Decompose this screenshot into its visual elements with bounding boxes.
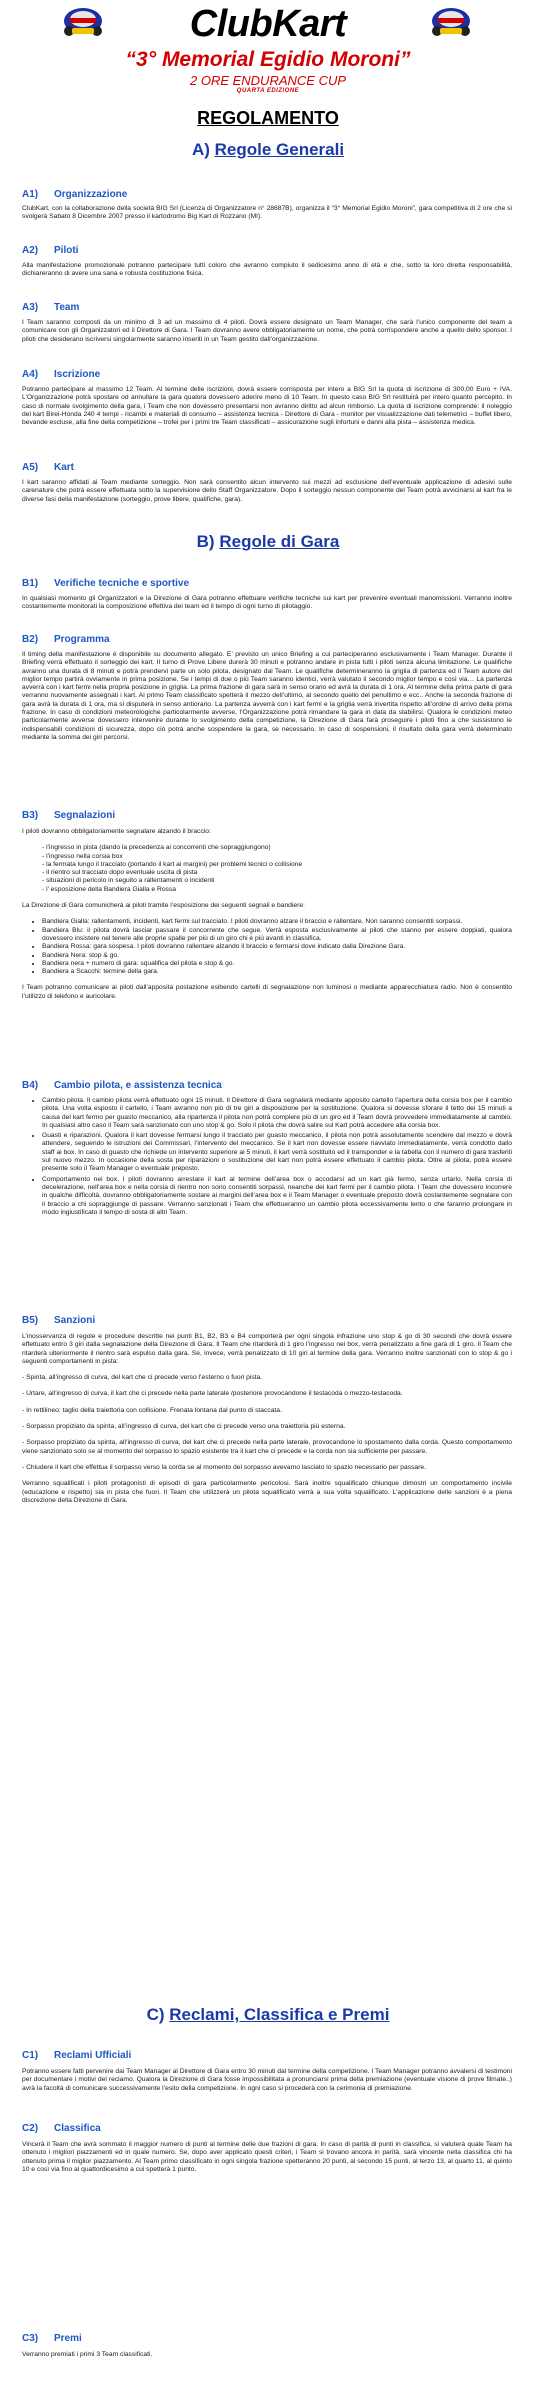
section-title: Cambio pilota, e assistenza tecnica	[54, 1080, 222, 1091]
part-c-heading	[0, 2005, 536, 2025]
section-b1-text: In qualsiasi momento gli Organizzatori e la Direzione di Gara potranno effettuare verifiche tecniche sui kart per prevenire eventuali manomissioni. Verranno inoltre costantemente monitorati la composizione effettiva dei team ed il tempo di ogni turno di pilotaggio.	[22, 595, 512, 611]
part-b-name: Regole di Gara	[219, 532, 340, 551]
part-a-name: Regole Generali	[214, 140, 345, 159]
section-title: Iscrizione	[54, 369, 101, 380]
signals-item: - situazioni di pericolo in seguito a rallentamenti o incidenti	[42, 877, 215, 885]
section-c3-text: Verranno premiati i primi 3 Team classificati.	[22, 2351, 153, 2358]
section-a4-heading	[22, 369, 100, 380]
section-a2-heading	[22, 245, 78, 256]
flag-item-blue: • Bandiera Blu: il pilota dovrà lasciar passare il concorrente che segue. Verrà esposta esclusivamente ai piloti che stanno per essere doppiati, qualora dovessero insistere nel tenere alle proprie spalle per più di un giro chi è più avanti in classifica.	[42, 927, 512, 944]
part-c-letter: C)	[146, 2005, 165, 2024]
sanction-item: - Chiudere il kart che effettua il sorpasso verso la corda se al momento del sorpasso avevamo lasciato lo spazio necessario per passare.	[22, 1463, 426, 1471]
section-code: A3)	[22, 302, 39, 313]
flag-item-checkered: • Bandiera a Scacchi: termine della gara.	[42, 968, 512, 976]
section-b2-text: Il timing della manifestazione è disponibile su documento allegato. E’ previsto un unico Briefing a cui parteciperanno esclusivamente i Team Manager. Durante il Briefing verrà effettuato il sorteggio dei kart. Il turno di Prove Libere durerà 30 minuti e potranno andare in pista tutti i piloti senza alcuna limitazione. Le qualifiche avranno una durata di 8 minuti e potrà prendervi parte un solo pilota, designato dal Team. Le qualifiche determineranno la griglia di partenza ed il Team autore del miglior tempo partirà ovviamente in prima posizione. Se i tempi di due o più Team saranno identici, verrà valutato il secondo miglior tempo e così via… La partenza avverrà con i kart fermi nella propria posizione in griglia. La prima frazione di gara sarà in senso orario ed avrà la durata di 1 ora. Al termine della prima parte di gara verranno nuovamente assegnati i kart. Al primo Team classificato spetterà il mezzo dell’ultimo, al secondo quello del penultimo e ecc.. Anche la seconda frazione di gara avrà la durata di 1 ora, ma si disputerà in senso antiorario. La partenza avverrà con i kart fermi e la griglia verrà invertita rispetto all’ordine di arrivo della prima frazione. In caso di condizioni meteorologiche particolarmente avverse, l’Organizzazione potrà rimandare la gara in data da stabilirsi. Qualora le condizioni meteo particolarmente avverse dovessero intervenire durante lo svolgimento della competizione, la Direzione di Gara farà proseguire i piloti fino a che sussistono le indispensabili condizioni di sicurezza, dopo ciò potrà anche sospendere la gara, se necessario. In caso di sospensioni, il risultato della gara verrà determinato mediante la somma dei giri percorsi.	[22, 651, 512, 741]
section-b4-heading	[22, 1080, 222, 1091]
flags-list	[22, 918, 512, 976]
signals-item: - l’ingresso in pista (dando la precedenza ai concorrenti che sopraggiungono)	[42, 844, 271, 852]
section-title: Premi	[54, 2333, 82, 2344]
pitstop-item-repairs: • Guasti e riparazioni. Qualora il kart dovesse fermarsi lungo il tracciato per guasto meccanico, il pilota non potrà assolutamente scendere dal mezzo e dovrà attendere, seguendo le istruzioni dei Commissari, l’intervento del meccanico. Se il kart non dovesse essere riavviato immediatamente, verrà condotto dallo staff ai box. In caso di guasto che richiede un intervento superiore ai 5 minuti, il kart verrà sostituito ed il transponder e la tabella con il numero di gara trasferiti sul nuovo mezzo. In occasione della sosta per riparazioni o sostituzione del kart non potrà essere effettuato il cambio pilota. Oltre al pilota, potrà essere presente solo il Team Manager o eventuale preposto.	[42, 1132, 512, 1173]
section-a5-heading	[22, 462, 74, 473]
kart-helmet-logo-icon	[60, 4, 106, 38]
section-title: Classifica	[54, 2123, 101, 2134]
section-b3-heading	[22, 810, 115, 821]
section-b3-body	[22, 828, 512, 1009]
section-code: C2)	[22, 2123, 39, 2134]
section-b5-heading	[22, 1315, 95, 1326]
part-b-heading	[0, 532, 536, 552]
signals-intro: I piloti dovranno obbligatoriamente segnalare alzando il braccio:	[22, 828, 211, 835]
section-title: Team	[54, 302, 80, 313]
sanction-item: - Spinta, all’ingresso di curva, del kart che ci precede verso l’esterno o fuori pista.	[22, 1374, 263, 1382]
section-code: A5)	[22, 462, 39, 473]
flag-item-black: • Bandiera Nera: stop & go.	[42, 952, 512, 960]
section-c3-heading	[22, 2333, 82, 2344]
section-code: B4)	[22, 1080, 39, 1091]
sanction-item: - In rettilineo: taglio della traiettoria con collisione. Frenata lontana dal punto di staccata.	[22, 1406, 282, 1414]
event-title: “3° Memorial Egidio Moroni”	[125, 48, 411, 71]
section-b5-body	[22, 1333, 512, 1513]
section-title: Reclami Ufficiali	[54, 2050, 132, 2061]
section-c1-text: Potranno essere fatti pervenire dai Team Manager al Direttore di Gara entro 30 minuti dal termine della competizione. I Team Manager potranno avvalersi di testimoni per documentare i motivi del reclamo. Qualora la Direzione di Gara fosse impossibilitata a pronunciarsi prima della premiazione (eventuale visione di prove filmate..) avrà la facoltà di comunicare successivamente l’esito della competizione. In ogni caso si procederà con la cerimonia di premiazione.	[22, 2068, 512, 2092]
header	[0, 0, 536, 108]
section-title: Organizzazione	[54, 189, 128, 200]
section-code: A4)	[22, 369, 39, 380]
pitstop-item-driver-change: • Cambio pilota. Il cambio pilota verrà effettuato ogni 15 minuti. Il Direttore di Gara segnalerà mediante apposito cartello l’apertura della corsia box per il cambio pilota. Una volta esposto il cartello, i Team avranno non più di tre giri a disposizione per la sostituzione. Qualora si dovesse sforare il tetto dei 15 minuti a causa del kart fermo per guasto meccanico, alla ripartenza il pilota non potrà compiere più di un giro ed il Team dovrà provvedere immediatamente al cambio. In qualsiasi altro caso il Team sarà sanzionato con uno stop & go. Solo il pilota che dovrà salire sul Kart potrà accedere alla corsia box.	[42, 1097, 512, 1130]
section-title: Sanzioni	[54, 1315, 96, 1326]
event-subtitle: 2 ORE ENDURANCE CUP	[189, 73, 347, 88]
section-code: B2)	[22, 634, 39, 645]
sanctions-closing: Verranno squalificati i piloti protagonisti di episodi di gara particolarmente pericolosi. Sarà inoltre squalificato chiunque dimostri un comportamento incivile (educazione e rispetto) sia in pista che fuori. Il Team che utilizzerà un pilota squalificato verrà a sua volta squalificato. L’applicazione delle sanzioni è a piena discrezione della Direzione di Gara.	[22, 1480, 512, 1504]
signals-list	[22, 844, 512, 894]
section-c1-heading	[22, 2050, 131, 2061]
section-title: Programma	[54, 634, 110, 645]
section-b1-heading	[22, 578, 189, 589]
kart-helmet-logo-icon	[428, 4, 474, 38]
section-b4-body	[22, 1097, 512, 1217]
document-title: REGOLAMENTO	[197, 108, 339, 128]
flags-intro: La Direzione di Gara comunicherà ai piloti tramite l’esposizione dei seguenti segnali e bandiere:	[22, 902, 305, 910]
section-a1-text: ClubKart, con la collaborazione della società BIG Srl (Licenza di Organizzatore n° 28687B), organizza il “3° Memorial Egidio Moroni”, gara competitiva di 2 ore che si svolgerà Sabato 8 Dicembre 2007 presso il kartodromo Big Kart di Rozzano (MI).	[22, 205, 512, 221]
section-code: A1)	[22, 189, 39, 200]
section-a3-heading	[22, 302, 79, 313]
part-c-name: Reclami, Classifica e Premi	[169, 2005, 390, 2024]
section-a4-text: Potranno partecipare al massimo 12 Team. Al termine delle iscrizioni, dovrà essere corrisposta per intero a BIG Srl la quota di iscrizione di 300,00 Euro + IVA. L’Organizzazione potrà spostare od annullare la gara qualora dovessero aderire meno di 10 Team. In questo caso BIG Srl restituirà per intero quanto percepito. In caso di normale svolgimento della gara, i Team che non dovessero presentarsi non avranno diritto ad alcun rimborso. La quota di iscrizione comprende: il noleggio del kart Birel-Honda 240 4 tempi - ricambi e materiali di consumo – assistenza tecnica - Direttore di Gara - monitor per visualizzazione dati telemetrici – buffet libero, bevande escluse, alla fine della competizione – trofei per i primi tre Team classificati – assicurazione sugli infortuni e danni alla pista – assistenza medica.	[22, 386, 512, 427]
signals-item: - l’ingresso nella corsia box	[42, 852, 123, 860]
flag-item-yellow: • Bandiera Gialla: rallentamenti, incidenti, kart fermi sul tracciato. I piloti dovranno alzare il braccio e rallentare. Non saranno consentiti sorpassi.	[42, 918, 512, 926]
part-b-letter: B)	[196, 532, 215, 551]
signals-item: - la fermata lungo il tracciato (portando il kart ai margini) per problemi tecnici o collisione	[42, 860, 303, 868]
pitstop-list	[22, 1097, 512, 1217]
section-code: B5)	[22, 1315, 39, 1326]
section-title: Piloti	[54, 245, 79, 256]
section-code: A2)	[22, 245, 39, 256]
section-c2-heading	[22, 2123, 101, 2134]
section-a2-text: Alla manifestazione promozionale potranno partecipare tutti coloro che avranno compiuto il sedicesimo anno di età e che, sotto la loro diretta responsabilità, dichiareranno di avere una sana e robusta costituzione fisica.	[22, 262, 512, 278]
section-c2-text: Vincerà il Team che avrà sommato il maggior numero di punti al termine delle due frazioni di gara. In caso di parità di punti in classifica, si valuterà quale Team ha ottenuto i migliori piazzamenti ed in quale numero. Se, dopo aver applicato questi criteri, i Team si trovano ancora in parità, sarà vincente nella classifica chi ha ottenuto prima il miglior piazzamento. Al Team primo classificato in ogni singola frazione spetteranno 20 punti, al secondo 15 punti, al terzo 13, al quarto 11, al quinto 10 e così via fino al quattordicesimo a cui spetterà 1 punto.	[22, 2141, 512, 2173]
section-code: B1)	[22, 578, 39, 589]
sanction-item: - Sorpasso propiziato da spinta, all’ingresso di curva, del kart che ci precede nella parte laterale, provocandone lo spostamento dalla corda. Questo comportamento viene sanzionato solo se al momento del sorpasso lo spazio esistente tra il kart che ci precede e la corda non sia sufficiente per passare.	[22, 1439, 512, 1455]
edition-label: QUARTA EDIZIONE	[236, 88, 300, 94]
section-title: Segnalazioni	[54, 810, 116, 821]
part-a-heading	[0, 140, 536, 160]
pitstop-item-box-behaviour: • Comportamento nei box. I piloti dovranno arrestare il kart al termine dell’area box o accodarsi ad un kart già fermo, senza urtarlo. Nella corsia di decelerazione, nell’area box e nella corsia di rientro non sono consentiti sorpassi, neanche dei kart fermi per il cambio pilota. I Team che dovessero incorrere in qualche difficoltà, dovranno obbligatoriamente sostare ai margini dell’area box e il Team Manager o eventuale preposto dovrà costantemente segnalare con il braccio a chi sopraggiunge di passare. Verranno sanzionati i Team che effettueranno un cambio pilota eccessivamente lento o che faranno prolungare in modo ingiustificato il tempo di sosta di altri Team.	[42, 1176, 512, 1217]
brand-name: ClubKart	[189, 3, 347, 45]
signals-item: - il rientro sul tracciato dopo eventuale uscita di pista	[42, 869, 198, 877]
signals-closing: I Team potranno comunicare ai piloti dall’apposita postazione esibendo cartelli di segnalazione non luminosi o mediante apparecchiatura radio. Non è consentito l’utilizzo di telefono e auricolare.	[22, 984, 512, 1000]
section-title: Kart	[54, 462, 75, 473]
section-a5-text: I kart saranno affidati ai Team mediante sorteggio. Non sarà consentito alcun intervento sui mezzi ad esclusione dell’eventuale applicazione di adesivi sulle carenature che potrà essere effettuata sotto la supervisione dello Staff Organizzatore. Dopo il sorteggio nessun componente del Team potrà avvicinarsi al kart fra le diverse fasi della manifestazione (sorteggio, prove libere, qualifiche, gara).	[22, 479, 512, 503]
sanction-item: - Sorpasso propiziato da spinta, all’ingresso di curva, del kart che ci precede verso una traiettoria più esterna.	[22, 1423, 346, 1431]
part-a-letter: A)	[191, 140, 210, 159]
sanctions-intro: L’inosservanza di regole e procedure descritte nei punti B1, B2, B3 e B4 comporterà per ogni singola infrazione uno stop & go di 30 secondi che dovrà essere effettuato entro 3 giri dalla segnalazione della Direzione di Gara. Il Team che ritarderà di 1 giro l’ingresso nei box, verrà penalizzato a fine gara di 1 giro. Il Team che ritarderà ulteriormente il rientro sarà espulso dalla gara. Se, invece, verrà penalizzato di 10 giri al termine della gara. Verranno inoltre sanzionati con lo stop & go i seguenti comportamenti in pista:	[22, 1333, 512, 1365]
flag-item-red: • Bandiera Rossa: gara sospesa. I piloti dovranno rallentare alzando il braccio e fermarsi dove indicato dalla Direzione Gara.	[42, 943, 512, 951]
section-a1-heading	[22, 189, 127, 200]
signals-item: - l’ esposizione della Bandiera Gialla e Rossa	[42, 885, 176, 893]
section-code: B3)	[22, 810, 39, 821]
sanction-item: - Urtare, all’ingresso di curva, il kart che ci precede nella parte laterale /posteriore provocandone il testacoda o mezzo-testacoda.	[22, 1390, 403, 1398]
clubkart-logo-right	[428, 4, 474, 38]
section-code: C3)	[22, 2333, 39, 2344]
flag-item-black-number: • Bandiera nera + numero di gara: squalifica del pilota e stop & go.	[42, 960, 512, 968]
section-code: C1)	[22, 2050, 39, 2061]
section-a3-text: I Team saranno composti da un minimo di 3 ad un massimo di 4 piloti. Dovrà essere designato un Team Manager, che sarà l’unico componente del team a comunicare con gli Organizzatori ed il Direttore di Gara. I Team dovranno avere obbligatoriamente un nome, che potrà corrispondere anche a quello dello sponsor. I piloti che desiderano iscriversi singolarmente saranno inseriti in un Team gestito dall’organizzazione.	[22, 319, 512, 343]
section-b2-heading	[22, 634, 110, 645]
section-title: Verifiche tecniche e sportive	[54, 578, 190, 589]
clubkart-logo-left	[60, 4, 106, 38]
